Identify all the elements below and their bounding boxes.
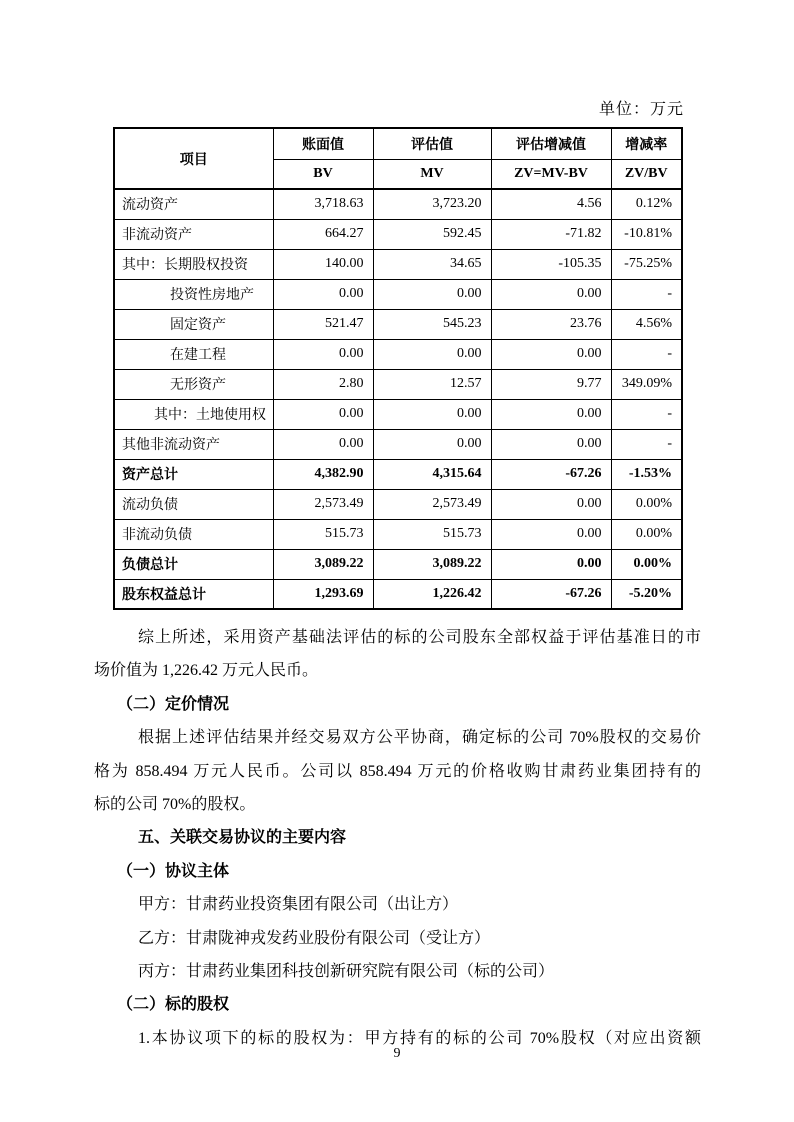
bv-cell: 0.00 xyxy=(273,339,373,369)
table-body xyxy=(114,189,682,609)
heading-agreement-parties: （一）协议主体 xyxy=(117,862,230,880)
zv-cell: 0.00 xyxy=(491,549,611,579)
zv-cell: 0.00 xyxy=(491,429,611,459)
mv-cell: 3,089.22 xyxy=(373,549,491,579)
item-cell: 投资性房地产 xyxy=(114,279,273,309)
header-change-value: 评估增减值 xyxy=(491,128,611,159)
table-row xyxy=(114,519,682,549)
paragraph-pricing-line: 标的公司 70%的股权。 xyxy=(94,796,256,814)
zv-cell: 0.00 xyxy=(491,489,611,519)
item-cell: 在建工程 xyxy=(114,339,273,369)
rate-cell: -10.81% xyxy=(611,219,682,249)
mv-cell: 0.00 xyxy=(373,429,491,459)
rate-cell: 0.12% xyxy=(611,189,682,219)
header-change-rate: 增减率 xyxy=(611,128,682,159)
bv-cell: 4,382.90 xyxy=(273,459,373,489)
item-cell: 流动资产 xyxy=(114,189,273,219)
table-row xyxy=(114,249,682,279)
mv-cell: 4,315.64 xyxy=(373,459,491,489)
bv-cell: 0.00 xyxy=(273,429,373,459)
mv-cell: 515.73 xyxy=(373,519,491,549)
heading-pricing: （二）定价情况 xyxy=(117,695,230,713)
zv-cell: -71.82 xyxy=(491,219,611,249)
bv-cell: 0.00 xyxy=(273,399,373,429)
table-row xyxy=(114,369,682,399)
table-row xyxy=(114,219,682,249)
item-cell: 固定资产 xyxy=(114,309,273,339)
paragraph-target-equity-line: 1.本协议项下的标的股权为：甲方持有的标的公司 70%股权（对应出资额 xyxy=(138,1029,701,1047)
table-row-total-liabilities xyxy=(114,549,682,579)
bv-cell: 2.80 xyxy=(273,369,373,399)
paragraph-conclusion-line: 场价值为 1,226.42 万元人民币。 xyxy=(94,662,319,680)
bv-cell: 521.47 xyxy=(273,309,373,339)
mv-cell: 0.00 xyxy=(373,279,491,309)
page-number: 9 xyxy=(393,1046,401,1061)
header-row-main xyxy=(114,128,682,159)
heading-target-equity: （二）标的股权 xyxy=(117,996,230,1014)
rate-cell: - xyxy=(611,339,682,369)
table-header xyxy=(114,128,682,189)
bv-cell: 0.00 xyxy=(273,279,373,309)
item-cell: 非流动负债 xyxy=(114,519,273,549)
item-cell: 流动负债 xyxy=(114,489,273,519)
mv-cell: 0.00 xyxy=(373,399,491,429)
rate-cell: - xyxy=(611,279,682,309)
mv-cell: 2,573.49 xyxy=(373,489,491,519)
rate-cell: -75.25% xyxy=(611,249,682,279)
zv-cell: 23.76 xyxy=(491,309,611,339)
rate-cell: -5.20% xyxy=(611,579,682,609)
table-row xyxy=(114,279,682,309)
mv-cell: 592.45 xyxy=(373,219,491,249)
zv-cell: -67.26 xyxy=(491,579,611,609)
rate-cell: 0.00% xyxy=(611,549,682,579)
bv-cell: 3,718.63 xyxy=(273,189,373,219)
zv-cell: 9.77 xyxy=(491,369,611,399)
valuation-table xyxy=(113,127,683,610)
mv-cell: 1,226.42 xyxy=(373,579,491,609)
table-row xyxy=(114,399,682,429)
item-cell: 无形资产 xyxy=(114,369,273,399)
bv-cell: 140.00 xyxy=(273,249,373,279)
paragraph-pricing-line: 根据上述评估结果并经交易双方公平协商，确定标的公司 70%股权的交易价 xyxy=(138,729,701,747)
item-cell: 股东权益总计 xyxy=(114,579,273,609)
header-zvbv: ZV/BV xyxy=(611,159,682,189)
party-b-line: 乙方：甘肃陇神戎发药业股份有限公司（受让方） xyxy=(138,929,491,947)
header-book-value: 账面值 xyxy=(273,128,373,159)
mv-cell: 3,723.20 xyxy=(373,189,491,219)
item-cell: 其他非流动资产 xyxy=(114,429,273,459)
bv-cell: 664.27 xyxy=(273,219,373,249)
zv-cell: 4.56 xyxy=(491,189,611,219)
mv-cell: 545.23 xyxy=(373,309,491,339)
mv-cell: 0.00 xyxy=(373,339,491,369)
zv-cell: 0.00 xyxy=(491,279,611,309)
party-a-line: 甲方：甘肃药业投资集团有限公司（出让方） xyxy=(138,896,459,914)
rate-cell: - xyxy=(611,429,682,459)
rate-cell: -1.53% xyxy=(611,459,682,489)
bv-cell: 2,573.49 xyxy=(273,489,373,519)
rate-cell: 4.56% xyxy=(611,309,682,339)
mv-cell: 12.57 xyxy=(373,369,491,399)
unit-label: 单位：万元 xyxy=(598,101,684,118)
item-cell: 负债总计 xyxy=(114,549,273,579)
header-bv: BV xyxy=(273,159,373,189)
bv-cell: 515.73 xyxy=(273,519,373,549)
rate-cell: 0.00% xyxy=(611,519,682,549)
table-row xyxy=(114,189,682,219)
bv-cell: 3,089.22 xyxy=(273,549,373,579)
item-cell: 资产总计 xyxy=(114,459,273,489)
header-item: 项目 xyxy=(114,128,273,189)
zv-cell: -105.35 xyxy=(491,249,611,279)
item-cell: 其中：土地使用权 xyxy=(114,399,273,429)
table-row-total-equity xyxy=(114,579,682,609)
header-appraised-value: 评估值 xyxy=(373,128,491,159)
rate-cell: - xyxy=(611,399,682,429)
rate-cell: 349.09% xyxy=(611,369,682,399)
item-cell: 非流动资产 xyxy=(114,219,273,249)
mv-cell: 34.65 xyxy=(373,249,491,279)
document-body xyxy=(94,621,701,1055)
item-cell: 其中：长期股权投资 xyxy=(114,249,273,279)
zv-cell: 0.00 xyxy=(491,519,611,549)
header-mv: MV xyxy=(373,159,491,189)
bv-cell: 1,293.69 xyxy=(273,579,373,609)
table-row xyxy=(114,309,682,339)
zv-cell: 0.00 xyxy=(491,339,611,369)
rate-cell: 0.00% xyxy=(611,489,682,519)
zv-cell: 0.00 xyxy=(491,399,611,429)
table-row xyxy=(114,429,682,459)
paragraph-pricing-line: 格为 858.494 万元人民币。公司以 858.494 万元的价格收购甘肃药业集团持有的 xyxy=(94,762,701,780)
heading-section-five: 五、关联交易协议的主要内容 xyxy=(138,829,347,847)
header-zv: ZV=MV-BV xyxy=(491,159,611,189)
zv-cell: -67.26 xyxy=(491,459,611,489)
paragraph-conclusion-line: 综上所述，采用资产基础法评估的标的公司股东全部权益于评估基准日的市 xyxy=(138,629,701,646)
table-row xyxy=(114,339,682,369)
table-row xyxy=(114,489,682,519)
table-row-total-assets xyxy=(114,459,682,489)
party-c-line: 丙方：甘肃药业集团科技创新研究院有限公司（标的公司） xyxy=(138,963,555,981)
